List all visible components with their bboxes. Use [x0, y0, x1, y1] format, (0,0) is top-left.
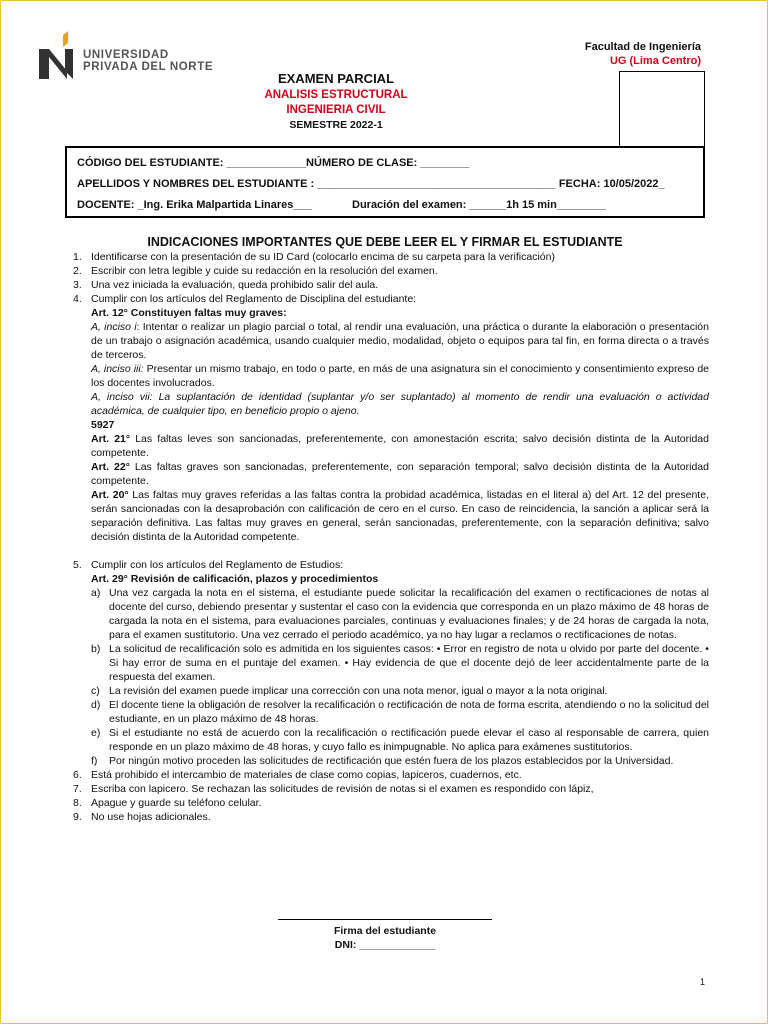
logo-line-1: UNIVERSIDAD [83, 49, 169, 61]
sub-item-text: El docente tiene la obligación de resolver la recalificación o rectificación de nota de forma escrita, atendiendo o no la solicitud del estudiante, en un plazo máximo de 48 horas. [109, 699, 709, 725]
list-item-text: No use hojas adicionales. [91, 811, 211, 823]
inciso-iii-label: A, inciso iii: [91, 363, 144, 375]
sub-item-text: La solicitud de recalificación solo es admitida en los siguientes casos: • Error en registro de nota u olvido por parte del docente. • Si hay error de suma en el puntaje del examen. • Hay evidencia de que el docente dejó de leer accidentalmente parte de la respuesta del examen. [109, 643, 709, 683]
list-item [73, 768, 709, 782]
list-item-text: Escribir con letra legible y cuide su redacción en la resolución del examen. [91, 265, 438, 277]
sub-item-text: Por ningún motivo proceden las solicitudes de rectificación que estén fuera de los plazos establecidos por la Universidad. [109, 755, 674, 767]
list-number: 7. [73, 783, 82, 795]
list-number: 9. [73, 811, 82, 823]
list-item-text: Apague y guarde su teléfono celular. [91, 797, 262, 809]
sub-item-letter: a) [91, 587, 101, 599]
list-item [73, 796, 709, 810]
student-name-line[interactable]: APELLIDOS Y NOMBRES DEL ESTUDIANTE : _______________________________________ FECHA: 10/05/2022_ [77, 178, 665, 190]
inciso-i-text: : Intentar o realizar un plagio parcial o total, al rendir una evaluación, una práctica o durante la elaboración o presentación de un trabajo o asignación académica, usando cualquier medio, modalidad, objeto o equipos para tal fin, en forma directa o a través de terceros. [91, 321, 709, 361]
list-item-text: Está prohibido el intercambio de materiales de clase como copias, lapiceros, cuadernos, etc. [91, 769, 522, 781]
art20-text: Las faltas muy graves referidas a las faltas contra la probidad académica, listadas en el literal a) del Art. 12 del presente, serán sancionadas con la desaprobación con calificación de cero en el curso. En caso de reincidencia, la sanción a aplicar será la separación definitiva. Las faltas muy graves en general, serán sancionadas, preferentemente, con la separación definitiva; salvo decisión distinta de la Autoridad competente. [91, 489, 709, 543]
art22-text: Las faltas graves son sancionadas, preferentemente, con separación temporal; salvo decisión distinta de la Autoridad competente. [91, 461, 709, 487]
list-item [73, 810, 709, 824]
sub-item-text: La revisión del examen puede implicar una corrección con una nota menor, igual o mayor a la nota original. [109, 685, 608, 697]
list-item-text: Identificarse con la presentación de su ID Card (colocarlo encima de su carpeta para la verificación) [91, 251, 555, 263]
sub-item [73, 586, 709, 642]
sub-item-text: Una vez cargada la nota en el sistema, el estudiante puede solicitar la recalificación del examen o rectificaciones de notas al docente del curso, debiendo presentar y sustentar el caso con la evidencia que corresponda en un plazo máximo de 48 horas de cargada la nota en el sistema, para evaluaciones parciales, continuas y evaluaciones finales; y de 24 horas de cargada la nota, para el examen sustitutorio. Una vez cerrado el periodo académico, ya no hay lugar a reclamos o rectificaciones de notas. [109, 587, 709, 641]
instructions-heading: INDICACIONES IMPORTANTES QUE DEBE LEER EL Y FIRMAR EL ESTUDIANTE [147, 235, 623, 249]
sub-item [73, 642, 709, 684]
list-item [73, 264, 709, 278]
art21-label: Art. 21° [91, 433, 131, 445]
logo-line-2: PRIVADA DEL NORTE [83, 61, 214, 73]
list-number: 8. [73, 797, 82, 809]
sub-item-text: Si el estudiante no está de acuerdo con la recalificación o rectificación puede elevar el caso al responsable de carrera, quien responde en un plazo máximo de 48 horas, y cuyo fallo es inimpugnable. No aplica para exámenes sustitutorios. [109, 727, 709, 753]
list-item-text: Una vez iniciada la evaluación, queda prohibido salir del aula. [91, 279, 379, 291]
art20 [91, 488, 709, 544]
exam-title-block [231, 71, 441, 133]
page-number: 1 [699, 977, 705, 987]
teacher-line: DOCENTE: _Ing. Erika Malpartida Linares___ [77, 199, 312, 211]
student-info-box [65, 146, 705, 218]
sub-item-letter: b) [91, 643, 101, 655]
sub-item [73, 754, 709, 768]
list-item [73, 250, 709, 264]
inciso-i-label: A, inciso i [91, 321, 137, 333]
duration-line: Duración del examen: ______1h 15 min________ [352, 199, 606, 211]
sub-item-letter: c) [91, 685, 100, 697]
sub-item-letter: e) [91, 727, 101, 739]
art12-inciso-iii [91, 362, 709, 390]
art21 [91, 432, 709, 460]
art12-inciso-vii: A, inciso vii: La suplantación de identidad (suplantar y/o ser suplantado) al momento de rendir una evaluación o actividad académica, de cualquier tipo, en beneficio propio o ajeno. [91, 391, 709, 417]
inciso-iii-text: Presentar un mismo trabajo, en todo o parte, en más de una asignatura sin el conocimiento y consentimiento expreso de los docentes involucrados. [91, 363, 710, 389]
sub-item [73, 698, 709, 726]
grade-box [619, 71, 705, 147]
art29-title: Art. 29° Revisión de calificación, plazos y procedimientos [91, 573, 379, 585]
list-number: 4. [73, 293, 82, 305]
student-code-line[interactable]: CÓDIGO DEL ESTUDIANTE: _____________NÚMERO DE CLASE: ________ [77, 157, 470, 169]
sub-item-letter: f) [91, 755, 98, 767]
semester-title: SEMESTRE 2022-1 [289, 119, 383, 131]
faculty-label: Facultad de Ingeniería [584, 41, 701, 53]
art22 [91, 460, 709, 488]
article-code: 5927 [91, 419, 115, 431]
sub-item [73, 684, 709, 698]
career-title: INGENIERIA CIVIL [286, 104, 386, 116]
sub-item-letter: d) [91, 699, 101, 711]
dni-field[interactable]: DNI: _____________ [334, 939, 436, 951]
art12-inciso-i [91, 320, 709, 362]
art20-label: Art. 20° [91, 489, 129, 501]
list-item [73, 292, 709, 306]
list-number: 3. [73, 279, 82, 291]
list-number: 1. [73, 251, 82, 263]
course-title: ANALISIS ESTRUCTURAL [264, 89, 408, 101]
signature-block [1, 919, 768, 952]
instructions-body [73, 250, 709, 824]
list-item [73, 782, 709, 796]
art22-label: Art. 22° [91, 461, 130, 473]
list-item-text: Cumplir con los artículos del Reglamento de Disciplina del estudiante: [91, 293, 417, 305]
list-number: 6. [73, 769, 82, 781]
list-number: 5. [73, 559, 82, 571]
exam-title: EXAMEN PARCIAL [277, 71, 395, 86]
list-item [73, 558, 709, 572]
signature-label: Firma del estudiante [333, 925, 437, 937]
campus-label: UG (Lima Centro) [609, 55, 701, 67]
art21-text: Las faltas leves son sancionadas, preferentemente, con amonestación escrita; salvo decisión distinta de la Autoridad competente. [91, 433, 709, 459]
discipline-articles [73, 306, 709, 544]
list-number: 2. [73, 265, 82, 277]
list-item-text: Escriba con lapicero. Se rechazan las solicitudes de revisión de notas si el examen es respondido con lápiz, [91, 783, 594, 795]
list-item [73, 278, 709, 292]
university-logo [37, 31, 212, 91]
sub-item [73, 726, 709, 754]
list-item-text: Cumplir con los artículos del Reglamento de Estudios: [91, 559, 344, 571]
art12-title: Art. 12° Constituyen faltas muy graves: [91, 307, 287, 319]
upn-logo-icon [37, 31, 81, 83]
